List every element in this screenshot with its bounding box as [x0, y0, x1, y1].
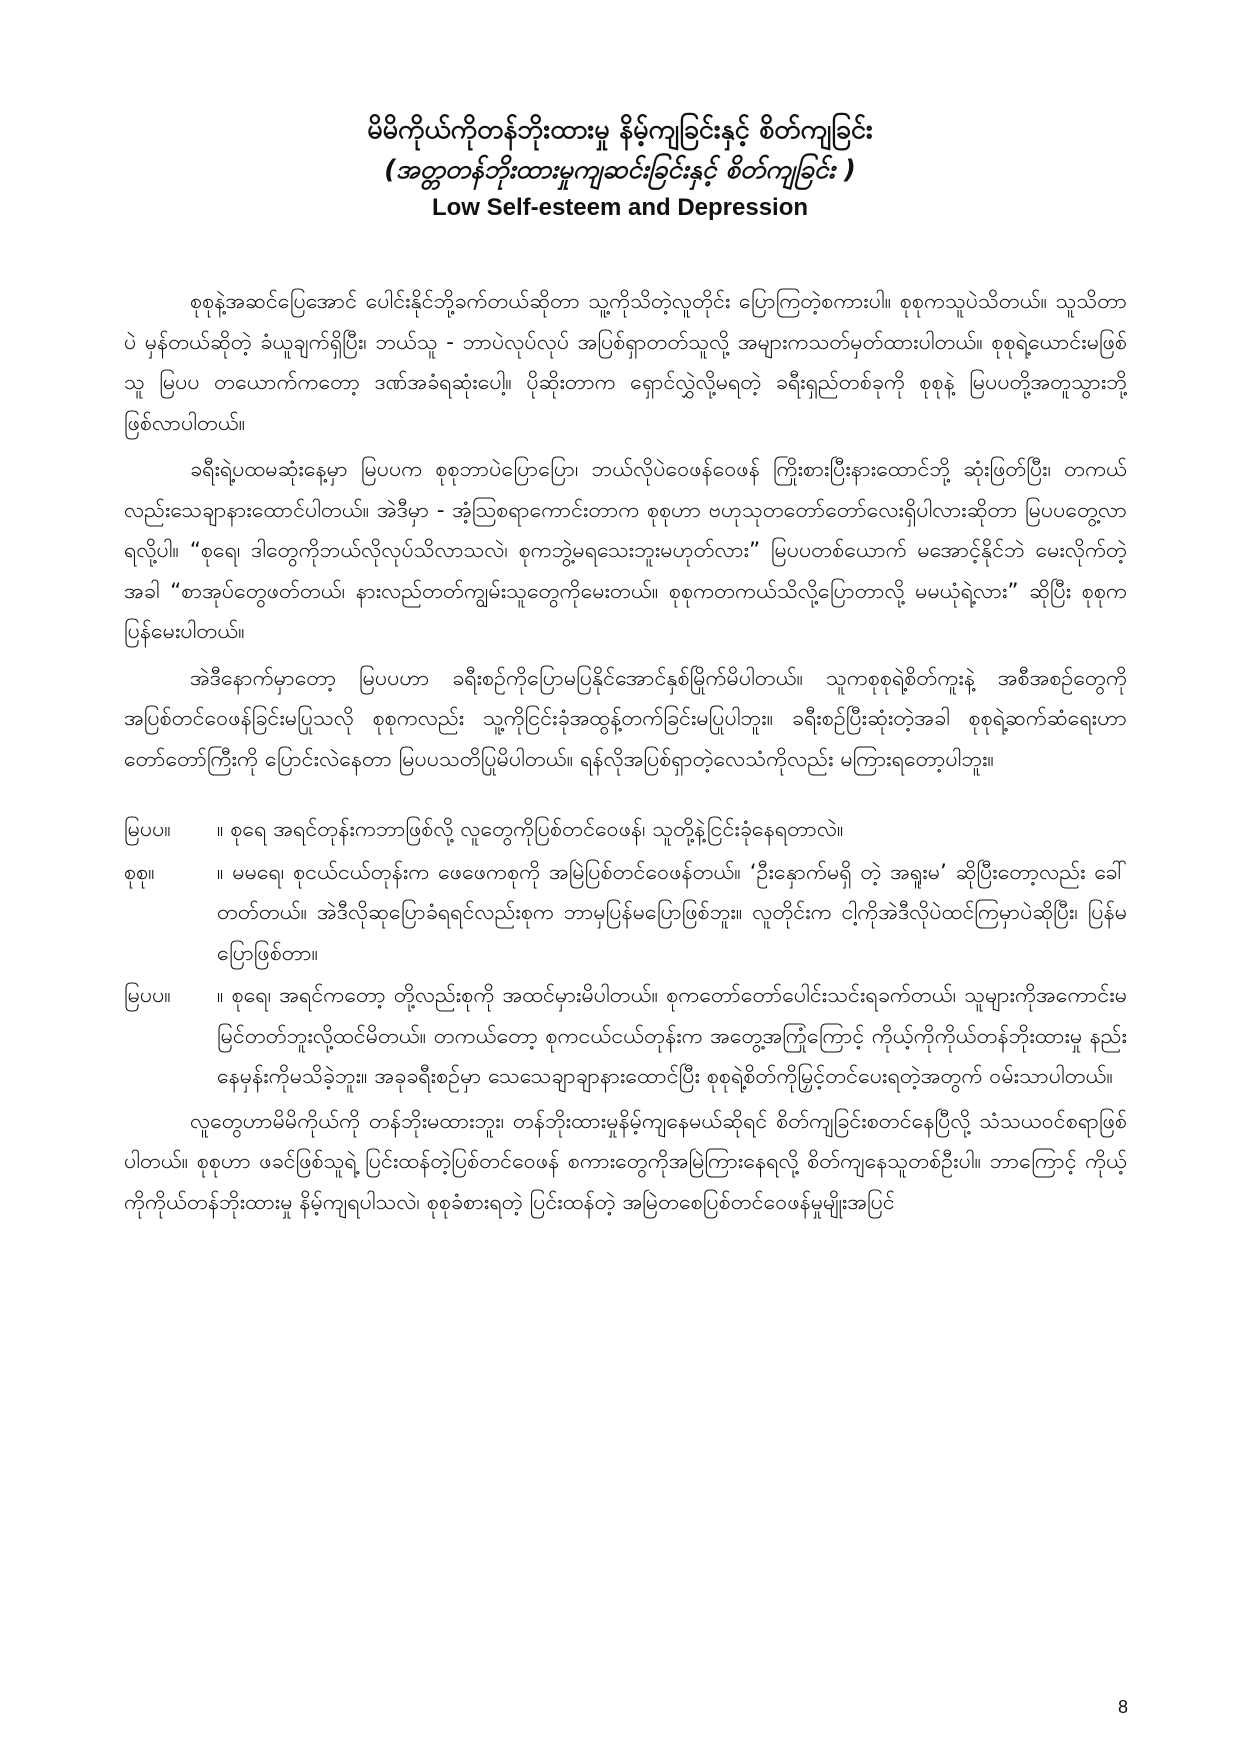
page-subtitle: (အတ္တတန်ဘိုးထားမှုကျဆင်းခြင်းနှင့် စိတ်ကျခြင်း ) [384, 155, 856, 185]
speech-text: ။ မမရေ၊ စုငယ်ငယ်တုန်းက ဖေဖေကစုကို အမြဲပြစ်တင်ဝေဖန်တယ်။ ‘ဦးနှောက်မရှိ တဲ့ အရူးမ’ ဆိုပြီးတော့လည်း ခေါ်တတ်တယ်။ အဲဒီလိုဆုပြောခံရရင်လည်းစုက ဘာမှပြန်မပြောဖြစ်ဘူး။ လူတိုင်းက ငါ့ကိုအဲဒီလိုပဲထင်ကြမှာပဲဆိုပြီး၊ ပြန်မပြောဖြစ်တာ။ [217, 859, 1127, 966]
speaker-label: စုစု။ [124, 859, 155, 885]
speaker-label: မြပပ။ [124, 983, 171, 1008]
header [0, 110, 1240, 226]
dialogue-line [124, 853, 1127, 975]
dialogue-line [124, 976, 1127, 1098]
speech-text: ။ စုရေ၊ အရင်ကတော့ တို့လည်းစုကို အထင်မှားမိပါတယ်။ စုကတော်တော်ပေါင်းသင်းရခက်တယ်၊ သူများကိုအကောင်းမမြင်တတ်ဘူးလို့ထင်မိတယ်။ တကယ်တော့ စုကငယ်ငယ်တုန်းက အတွေ့အကြုံကြောင့် ကိုယ့်ကိုကိုယ်တန်ဘိုးထားမှု နည်းနေမှန်းကိုမသိခဲ့ဘူး။ အခုခရီးစဉ်မှာ သေသေချာချာနားထောင်ပြီး စုစုရဲ့စိတ်ကိုမြှင့်တင်ပေးရတဲ့အတွက် ဝမ်းသာပါတယ်။ [217, 983, 1127, 1089]
closing-paragraph: လူတွေဟာမိမိကိုယ်ကို တန်ဘိုးမထားဘူး၊ တန်ဘိုးထားမှုနိမ့်ကျနေမယ်ဆိုရင် စိတ်ကျခြင်းစတင်နေပြီလို့ သံသယဝင်စရာဖြစ်ပါတယ်။ စုစုဟာ ဖခင်ဖြစ်သူရဲ့ ပြင်းထန်တဲ့ပြစ်တင်ဝေဖန် စကားတွေကိုအမြဲကြားနေရလို့ စိတ်ကျနေသူတစ်ဦးပါ။ ဘာကြောင့် ကိုယ့်ကိုကိုယ်တန်ဘိုးထားမှု နိမ့်ကျရပါသလဲ၊ စုစုခံစားရတဲ့ ပြင်းထန်တဲ့ အမြဲတစေပြစ်တင်ဝေဖန်မှုမျိုးအပြင် [124, 1108, 1127, 1215]
speaker-label: မြပပ။ [124, 817, 171, 842]
page-number: 8 [1118, 1697, 1129, 1717]
speech-text: ။ စုရေ အရင်တုန်းကဘာဖြစ်လို့ လူတွေကိုပြစ်တင်ဝေဖန်၊ သူတို့နဲ့ငြင်းခုံနေရတာလဲ။ [217, 817, 844, 842]
page-title: မိမိကိုယ်ကိုတန်ဘိုးထားမှု နိမ့်ကျခြင်းနှင့် စိတ်ကျခြင်း [367, 114, 873, 145]
paragraph-3: အဲဒီနောက်မှာတော့ မြပပဟာ ခရီးစဉ်ကိုပြောမပြနိုင်အောင်နှစ်မြိုက်မိပါတယ်။ သူကစုစုရဲ့စိတ်ကူးနဲ့ အစီအစဉ်တွေကို အပြစ်တင်ဝေဖန်ခြင်းမပြုသလို စုစုကလည်း သူ့ကိုငြင်းခုံအထွန့်တက်ခြင်းမပြုပါဘူး။ ခရီးစဉ်ပြီးဆုံးတဲ့အခါ စုစုရဲ့ဆက်ဆံရေးဟာ တော်တော်ကြီးကို ပြောင်းလဲနေတာ မြပပသတိပြုမိပါတယ်။ ရန်လိုအပြစ်ရှာတဲ့လေသံကိုလည်း မကြားရတော့ပါဘူး။ [124, 665, 1127, 772]
body-text [124, 282, 1127, 1229]
dialogue [124, 810, 1127, 1098]
dialogue-line [124, 810, 1127, 851]
paragraph-2: ခရီးရဲ့ပထမဆုံးနေ့မှာ မြပပက စုစုဘာပဲပြောပြော၊ ဘယ်လိုပဲဝေဖန်ဝေဖန် ကြိုးစားပြီးနားထောင်ဘို့ ဆုံးဖြတ်ပြီး၊ တကယ်လည်းသေချာနားထောင်ပါတယ်။ အဲဒီမှာ - အံ့သြစရာကောင်းတာက စုစုဟာ ဗဟုသုတတော်တော်လေးရှိပါလားဆိုတာ မြပပတွေ့လာရလို့ပါ။ “စုရေ၊ ဒါတွေကိုဘယ်လိုလုပ်သိလာသလဲ၊ စုကဘွဲ့မရသေးဘူးမဟုတ်လား” မြပပတစ်ယောက် မအောင့်နိုင်ဘဲ မေးလိုက်တဲ့အခါ “စာအုပ်တွေဖတ်တယ်၊ နားလည်တတ်ကျွမ်းသူတွေကိုမေးတယ်။ စုစုကတကယ်သိလို့ပြောတာလို့ မမယုံရဲ့လား” ဆိုပြီး စုစုကပြန်မေးပါတယ်။ [124, 457, 1127, 644]
paragraph-1: စုစုနဲ့အဆင်ပြေအောင် ပေါင်းနိုင်ဘို့ခက်တယ်ဆိုတာ သူ့ကိုသိတဲ့လူတိုင်း ပြောကြတဲ့စကားပါ။ စုစုကသူပဲသိတယ်။ သူသိတာပဲ မှန်တယ်ဆိုတဲ့ ခံယူချက်ရှိပြီး၊ ဘယ်သူ - ဘာပဲလုပ်လုပ် အပြစ်ရှာတတ်သူလို့ အများကသတ်မှတ်ထားပါတယ်။ စုစုရဲ့ယောင်းမဖြစ်သူ မြပပ တယောက်ကတော့ ဒဏ်အခံရဆုံးပေါ့။ ပိုဆိုးတာက ရှောင်လွှဲလို့မရတဲ့ ခရီးရှည်တစ်ခုကို စုစုနဲ့ မြပပတို့အတူသွားဘို့ ဖြစ်လာပါတယ်။ [124, 289, 1127, 436]
page-title-english: Low Self-esteem and Depression [431, 194, 809, 221]
